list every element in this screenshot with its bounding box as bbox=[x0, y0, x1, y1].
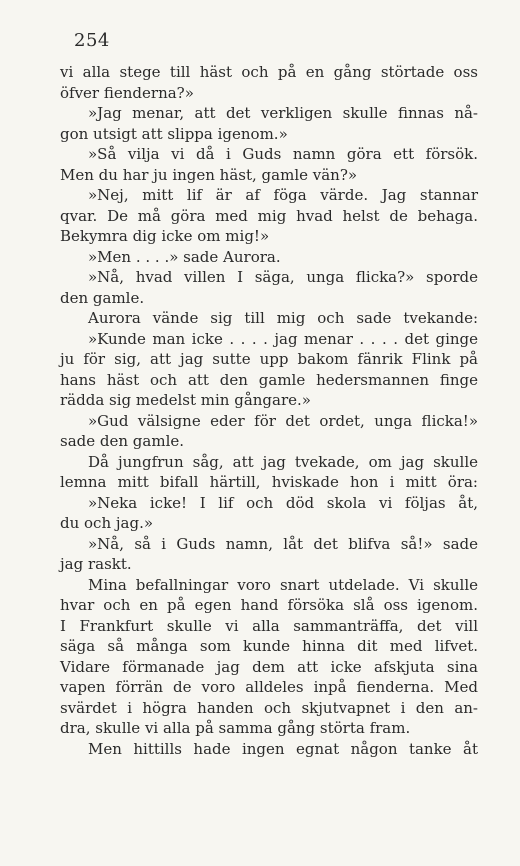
text-line: »Jag menar, att det verkligen skulle finnas nå- bbox=[88, 104, 478, 122]
text-line: svärdet i högra handen och skjutvapnet i den an- bbox=[60, 698, 478, 717]
text-line: »Så vilja vi då i Guds namn göra ett försök. bbox=[88, 145, 478, 163]
text-line: Men du har ju ingen häst, gamle vän?» bbox=[60, 165, 358, 184]
text-line: qvar. De må göra med mig hvad helst de behaga. bbox=[60, 206, 478, 225]
text-line: »Men . . . .» sade Aurora. bbox=[88, 247, 281, 266]
text-line: Men hittills hade ingen egnat någon tanke åt bbox=[88, 739, 478, 758]
text-line: rädda sig medelst min gångare.» bbox=[60, 391, 311, 409]
text-line: du och jag.» bbox=[60, 514, 154, 532]
text-line: »Kunde man icke . . . . jag menar . . . . det ginge bbox=[88, 329, 478, 348]
text-line: vapen förrän de voro alldeles inpå fienderna. Med bbox=[60, 678, 478, 696]
text-line: gon utsigt att slippa igenom.» bbox=[60, 124, 288, 143]
text-line: Bekymra dig icke om mig!» bbox=[60, 227, 270, 245]
text-line: hvar och en på egen hand försöka slå oss igenom. bbox=[60, 596, 478, 614]
text-line: »Gud välsigne eder för det ordet, unga flicka!» bbox=[88, 411, 478, 430]
body-text bbox=[60, 62, 478, 759]
text-line: sade den gamle. bbox=[60, 432, 185, 450]
text-line: Mina befallningar voro snart utdelade. Vi skulle bbox=[88, 575, 478, 594]
text-line: lemna mitt bifall härtill, hviskade hon i mitt öra: bbox=[60, 473, 478, 491]
text-line: »Nå, hvad villen I säga, unga flicka?» sporde bbox=[88, 268, 478, 286]
text-line: säga så många som kunde hinna dit med lifvet. bbox=[60, 637, 478, 655]
text-line: den gamle. bbox=[60, 288, 145, 307]
text-line: »Neka icke! I lif och död skola vi följas åt, bbox=[88, 493, 478, 512]
text-line: I Frankfurt skulle vi alla sammanträffa, det vill bbox=[60, 616, 478, 635]
text-line: Vidare förmanade jag dem att icke afskjuta sina bbox=[60, 657, 478, 676]
text-line: jag raskt. bbox=[60, 555, 132, 573]
text-line: Då jungfrun såg, att jag tvekade, om jag skulle bbox=[88, 452, 478, 471]
text-line: ju för sig, att jag sutte upp bakom fänrik Flink på bbox=[60, 350, 478, 368]
text-line: Aurora vände sig till mig och sade tvekande: bbox=[88, 309, 478, 327]
text-line: vi alla stege till häst och på en gång störtade oss bbox=[60, 63, 478, 81]
text-line: »Nå, så i Guds namn, låt det blifva så!» sade bbox=[88, 534, 478, 553]
page-number: 254 bbox=[74, 30, 110, 51]
text-line: hans häst och att den gamle hedersmannen finge bbox=[60, 370, 478, 389]
text-line: dra, skulle vi alla på samma gång störta fram. bbox=[60, 719, 411, 737]
text-line: »Nej, mitt lif är af föga värde. Jag stannar bbox=[88, 186, 478, 204]
text-line: öfver fienderna?» bbox=[60, 83, 194, 102]
